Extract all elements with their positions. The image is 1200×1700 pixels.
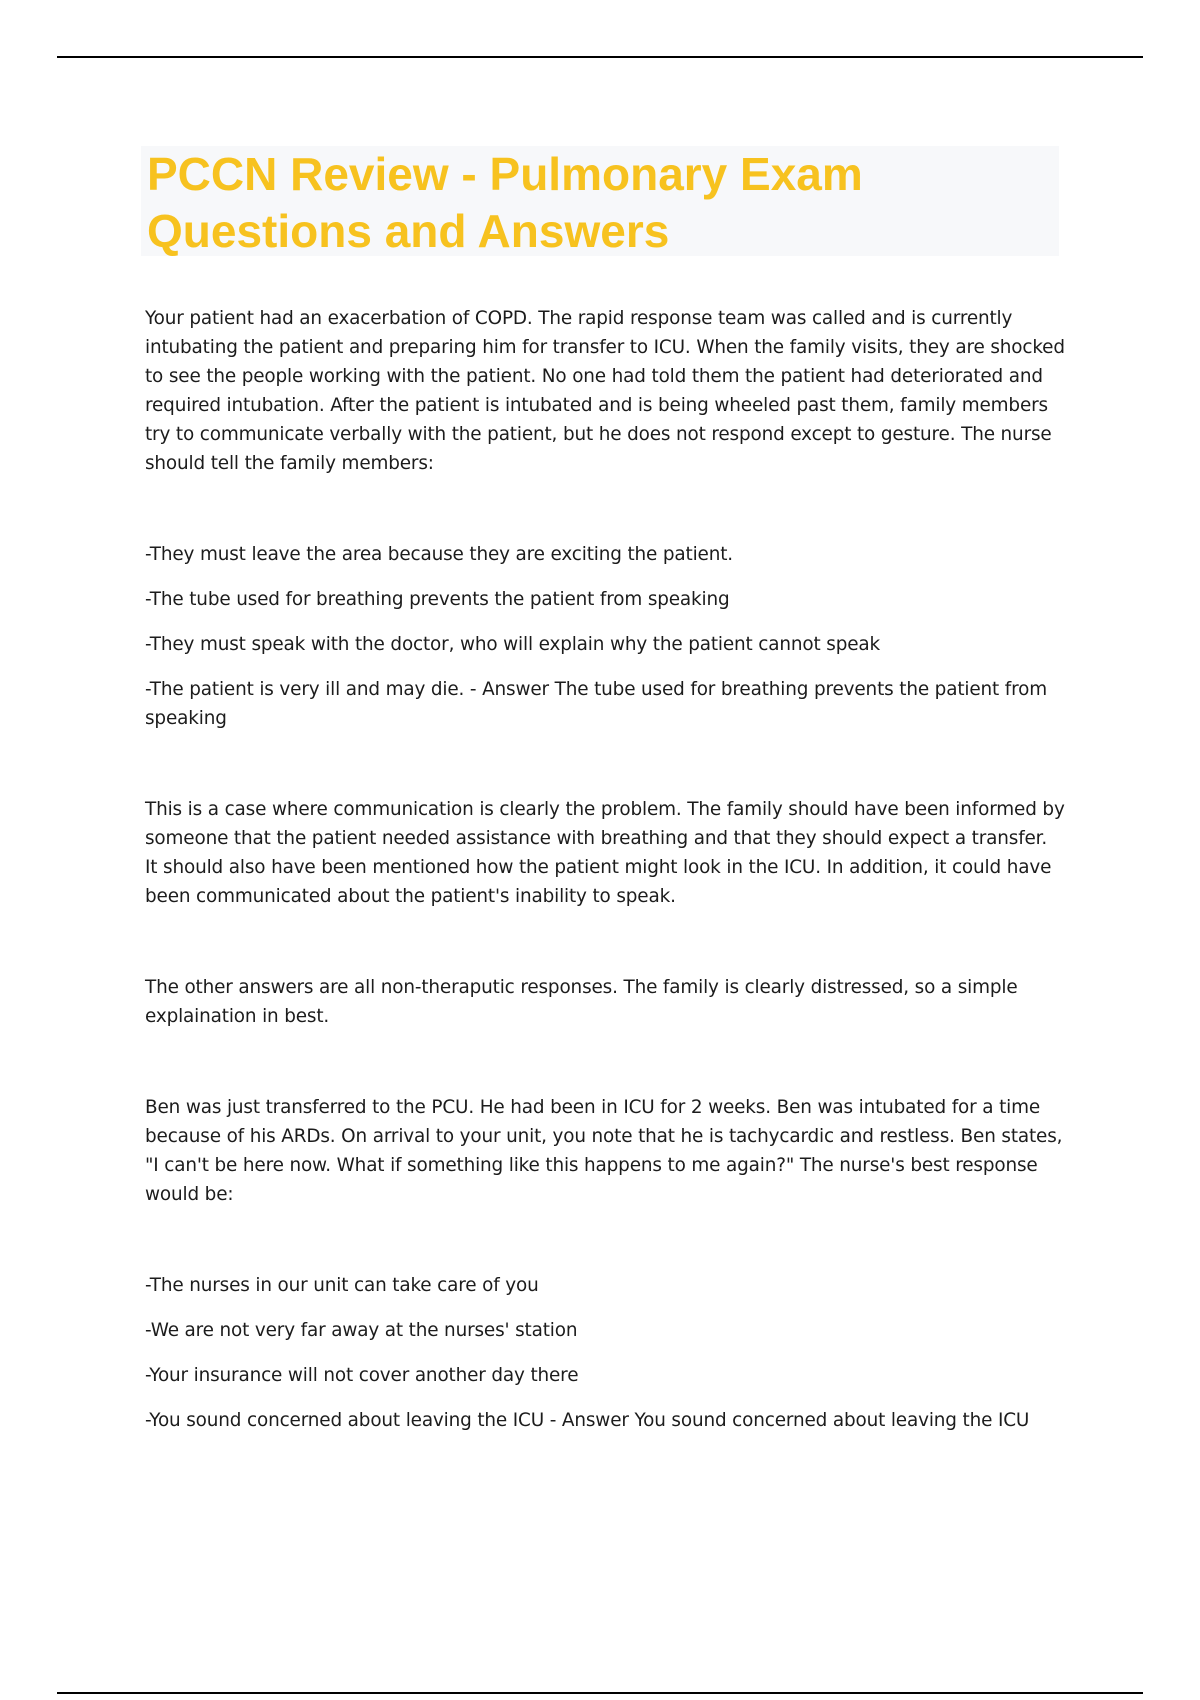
question-2-option-3: -Your insurance will not cover another day there	[145, 1365, 579, 1386]
question-2-option-4-answer: -You sound concerned about leaving the ICU - Answer You sound concerned about leaving the ICU	[145, 1410, 1030, 1431]
question-1-explanation-1: This is a case where communication is clearly the problem. The family should have been informed by someone that the patient needed assistance with breathing and that they should expect a transfer. It should also have been mentioned how the patient might look in the ICU. In addition, it could have been communicated about the patient's inability to speak.	[145, 799, 1065, 907]
page-title: PCCN Review - Pulmonary Exam Questions and Answers	[147, 148, 863, 257]
question-1-option-4-answer: -The patient is very ill and may die. - Answer The tube used for breathing prevents the patient from speaking	[145, 679, 1047, 729]
title-banner	[141, 146, 1059, 256]
question-2-text: Ben was just transferred to the PCU. He had been in ICU for 2 weeks. Ben was intubated for a time because of his ARDs. On arrival to your unit, you note that he is tachycardic and restless. Ben states, "I can't be here now. What if something like this happens to me again?" The nurse's best response would be:	[145, 1097, 1063, 1205]
bottom-rule	[57, 1692, 1143, 1694]
question-1-text: Your patient had an exacerbation of COPD. The rapid response team was called and is currently intubating the patient and preparing him for transfer to ICU. When the family visits, they are shocked to see the people working with the patient. No one had told them the patient had deteriorated and required intubation. After the patient is intubated and is being wheeled past them, family members try to communicate verbally with the patient, but he does not respond except to gesture. The nurse should tell the family members:	[145, 308, 1065, 474]
question-1-option-2: -The tube used for breathing prevents the patient from speaking	[145, 589, 730, 610]
question-1-explanation-2: The other answers are all non-theraputic responses. The family is clearly distressed, so a simple explaination in best.	[145, 977, 1018, 1027]
question-2-option-2: -We are not very far away at the nurses' station	[145, 1320, 578, 1341]
top-rule	[57, 56, 1143, 58]
question-1-option-3: -They must speak with the doctor, who will explain why the patient cannot speak	[145, 634, 880, 655]
document-body	[145, 304, 1065, 1451]
question-2-option-1: -The nurses in our unit can take care of you	[145, 1275, 539, 1296]
question-1-option-1: -They must leave the area because they are exciting the patient.	[145, 544, 733, 565]
